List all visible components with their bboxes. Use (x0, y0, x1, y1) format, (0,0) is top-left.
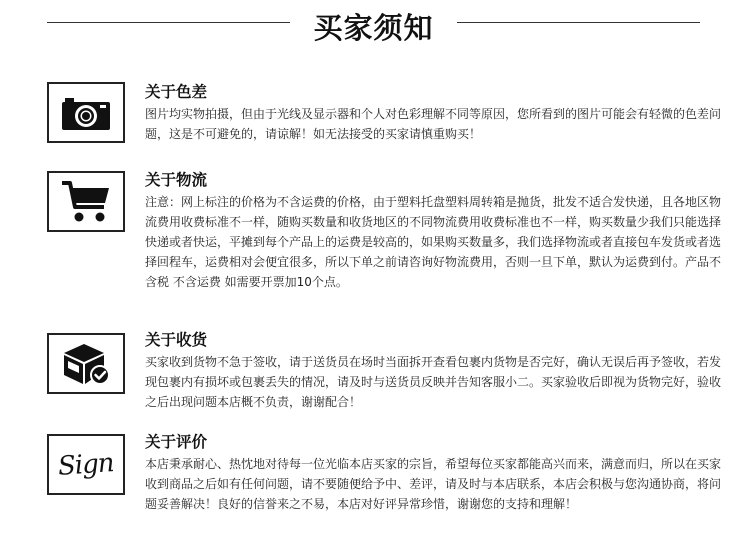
package-check-icon (47, 333, 125, 394)
page-header (0, 0, 750, 50)
header-divider-right (457, 22, 700, 23)
section-text (145, 170, 721, 292)
section-body: 买家收到货物不急于签收，请于送货员在场时当面拆开查看包裹内货物是否完好，确认无误后再予签收，若发现包裹内有损坏或包裹丢失的情况，请及时与送货员反映并告知客服小二。买家验收后即视为货物完好，验收之后出现问题本店概不负责，谢谢配合！ (145, 355, 722, 409)
section-logistics (47, 170, 727, 310)
section-text (145, 432, 721, 514)
section-text (145, 82, 721, 144)
page-title: 买家须知 (313, 11, 434, 45)
section-title: 关于收货 (145, 331, 208, 349)
section-title: 关于评价 (145, 433, 208, 451)
signature-icon (47, 434, 125, 495)
header-divider-left (47, 22, 290, 23)
section-reviews (47, 432, 727, 537)
section-title: 关于色差 (145, 83, 208, 101)
section-text (145, 330, 721, 412)
shopping-cart-icon (47, 171, 125, 232)
section-body: 本店秉承耐心、热忱地对待每一位光临本店买家的宗旨，希望每位买家都能高兴而来，满意而归，所以在买家收到商品之后如有任何问题，请不要随便给予中、差评，请及时与本店联系，本店会积极与您沟通协商，将问题妥善解决！良好的信誉来之不易，本店对好评异常珍惜，谢谢您的支持和理解！ (145, 457, 722, 511)
camera-icon (47, 82, 125, 143)
section-body: 图片均实物拍摄，但由于光线及显示器和个人对色彩理解不同等原因，您所看到的图片可能会有轻微的色差问题，这是不可避免的，请谅解！如无法接受的买家请慎重购买！ (145, 107, 722, 141)
section-receiving (47, 330, 727, 414)
section-body: 注意：网上标注的价格为不含运费的价格，由于塑料托盘塑料周转箱是抛货，批发不适合发快递，且各地区物流费用收费标准不一样，随购买数量和收货地区的不同物流费用收费标准也不一样，购买数量少我们只能选择快递或者快运，平摊到每个产品上的运费是较高的，如果购买数量多，我们选择物流或者直接包车发货或者选择回程车，运费相对会便宜很多，所以下单之前请咨询好物流费用，否则一旦下单，默认为运费到付。产品不含税 不含运费 如需要开票加10个点。 (145, 195, 722, 289)
section-color-difference (47, 82, 727, 152)
section-title: 关于物流 (145, 171, 208, 189)
signature-icon-label: Sign (57, 447, 115, 482)
